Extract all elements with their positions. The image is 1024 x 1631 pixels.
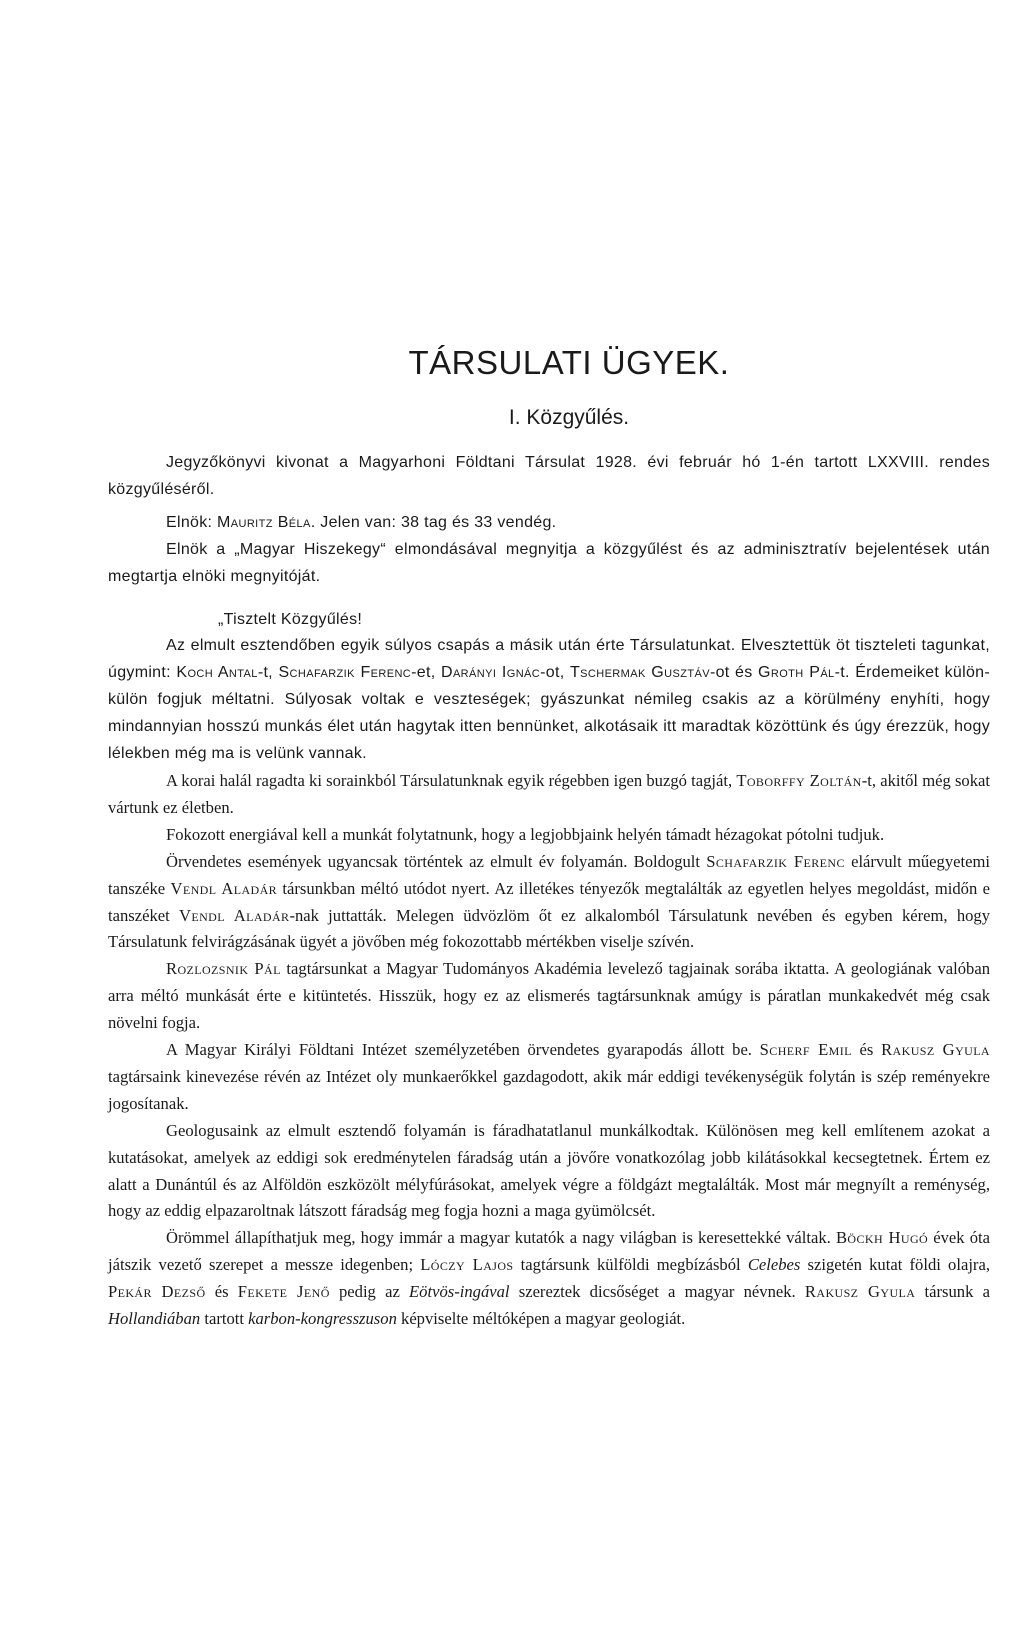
text-run: -t, akitől még sokat vártunk ez életben. <box>108 770 990 817</box>
president-name: Mauritz Béla <box>217 513 311 531</box>
person-name: Pekár Dezső <box>108 1282 206 1302</box>
text-run: -ot és <box>709 664 759 682</box>
text-run: és <box>205 1282 238 1302</box>
opening-paragraph: Elnök a „Magyar Hiszekegy“ elmondásával megnyitja a közgyűlést és az adminisztratív bejelentések után megtartja elnöki megnyitóját. <box>108 540 990 585</box>
section-title: I. Közgyűlés. <box>508 406 630 429</box>
text-run: Örvendetes események ugyancsak történtek az elmult év folyamán. Boldogult <box>166 851 707 871</box>
speech-paragraph-7: Geologusaink az elmult esztendő folyamán is fáradhatatlanul munkálkodtak. Különösen meg kell említenem azokat a kutatásokat, amelyek az eddigi sok eredménytelen fáradság után a jövőre vonatkozólag jobb kilátásokkal kecsegtetnek. Értem ez alatt a Dunántúl és az Alföldön eszközölt mélyfúrásokat, amelyek végre a földgázt megtalálták. Most már megnyílt a reménység, hogy az eddig elpazaroltnak látszott fáradság meg fogja hozni a maga gyümölcsét. <box>108 1120 990 1221</box>
page-title: TÁRSULATI ÜGYEK. <box>408 344 730 381</box>
text-run: tagtársunkat a Magyar Tudományos Akadémia levelező tagjainak sorába iktatta. A geologiának valóban arra méltó munkását érte e kitüntetés. Hisszük, hogy ez az elismerés tagtársunknak amúgy is páratlan munkakedvét még csak növelni fogja. <box>108 959 990 1033</box>
person-name: Vendl Aladár <box>179 905 290 925</box>
place-name: Celebes <box>747 1255 801 1275</box>
person-name: Tschermak Gusztáv <box>569 664 710 682</box>
speech-paragraph-5 <box>108 956 990 1037</box>
president-paragraph <box>108 510 990 537</box>
text-run: Az elmult esztendőben egyik súlyos csapás a másik után érte Társulatunkat. Elvesztettük öt tiszteleti tagunkat, úgymint: <box>108 637 990 682</box>
salutation: „Tisztelt Közgyűlés! <box>218 610 363 628</box>
text-run: Örömmel állapíthatjuk meg, hogy immár a magyar kutatók a nagy világban is keresettekké váltak. <box>166 1228 836 1248</box>
person-name: Rakusz Gyula <box>804 1282 916 1302</box>
speech-paragraph-6 <box>108 1037 990 1118</box>
person-name: Toborffy Zoltán <box>736 770 862 790</box>
person-name: Schafarzik Ferenc <box>706 851 845 871</box>
instrument-name: Eötvös-ingával <box>409 1282 510 1302</box>
text-run: társunkban méltó utódot nyert. Az illetékes tényezők megtalálták az egyetlen helyes megoldást, midőn e tanszéket <box>108 878 990 925</box>
text-run: -ot, <box>540 664 570 682</box>
text-run: és <box>851 1040 882 1060</box>
person-name: Groth Pál <box>758 664 835 682</box>
event-name: karbon-kongresszuson <box>248 1309 397 1329</box>
person-name: Fekete Jenő <box>237 1282 330 1302</box>
text-run: tartott <box>200 1309 249 1329</box>
document-page <box>108 344 990 1333</box>
text-run: -et, <box>411 664 441 682</box>
text-run: tagtársaink kinevezése révén az Intézet oly munkaerőkkel gazdagodott, akik már eddigi tevékenységük folytán is szép reményekre jogosítanak. <box>108 1066 990 1113</box>
text-run: -t. Érdemeiket külön-külön fogjuk méltatni. Súlyosak voltak e veszteségek; gyászunkat némileg csakis az a körülmény enyhíti, hogy mindannyian hosszú munkás élet után hagytak itten bennünket, alkotásaik itt maradtak közöttünk és úgy érezzük, hogy lélekben még ma is velünk vannak. <box>108 664 991 763</box>
person-name: Böckh Hugó <box>835 1228 929 1248</box>
person-name: Darányi Ignác <box>440 664 541 682</box>
text-run: képviselte méltóképen a magyar geologiát. <box>396 1309 686 1329</box>
speech-paragraph-2 <box>108 768 990 822</box>
president-label: Elnök: <box>166 513 218 531</box>
person-name: Rozlozsnik Pál <box>166 959 281 979</box>
person-name: Rakusz Gyula <box>881 1040 990 1060</box>
speech-paragraph-8 <box>108 1225 990 1333</box>
speech-paragraph-3: Fokozott energiával kell a munkát folytatnunk, hogy a legjobbjaink helyén támadt hézagokat pótolni tudjuk. <box>166 824 885 844</box>
attendance-text: . Jelen van: 38 tag és 33 vendég. <box>310 513 557 531</box>
text-run: A Magyar Királyi Földtani Intézet személyzetében örvendetes gyarapodás állott be. <box>166 1040 760 1060</box>
text-run: évek óta játszik vezető szerepet a messze idegenben; <box>108 1228 990 1275</box>
text-run: elárvult műegyetemi tanszéke <box>108 851 990 898</box>
place-name: Hollandiában <box>108 1309 201 1329</box>
speech-paragraph-1 <box>108 633 990 768</box>
speech-paragraph-4 <box>108 849 990 957</box>
text-run: -nak juttatták. Melegen üdvözlöm őt ez alkalomból Társulatunk nevében és egyben kérem, hogy Társulatunk felvirágzásának ügyét a jövőben még fokozottabb mértékben viselje szívén. <box>108 905 991 952</box>
text-run: A korai halál ragadta ki sorainkból Társulatunknak egyik régebben igen buzgó tagját, <box>166 770 737 790</box>
text-run: pedig az <box>329 1282 410 1302</box>
document-body <box>108 450 990 1333</box>
person-name: Scherf Emil <box>759 1040 852 1060</box>
text-run: társunk a <box>915 1282 990 1302</box>
intro-paragraph: Jegyzőkönyvi kivonat a Magyarhoni Földtani Társulat 1928. évi február hó 1-én tartott LXXVIII. rendes közgyűléséről. <box>108 454 990 498</box>
text-run: tagtársunk külföldi megbízásból <box>513 1255 748 1275</box>
person-name: Vendl Aladár <box>170 878 278 898</box>
person-name: Schafarzik Ferenc <box>278 664 412 682</box>
text-run: -t, <box>257 664 279 682</box>
text-run: szigetén kutat földi olajra, <box>800 1255 990 1275</box>
person-name: Koch Antal <box>176 664 258 682</box>
text-run: szereztek dicsőséget a magyar névnek. <box>509 1282 805 1302</box>
person-name: Lóczy Lajos <box>420 1255 514 1275</box>
